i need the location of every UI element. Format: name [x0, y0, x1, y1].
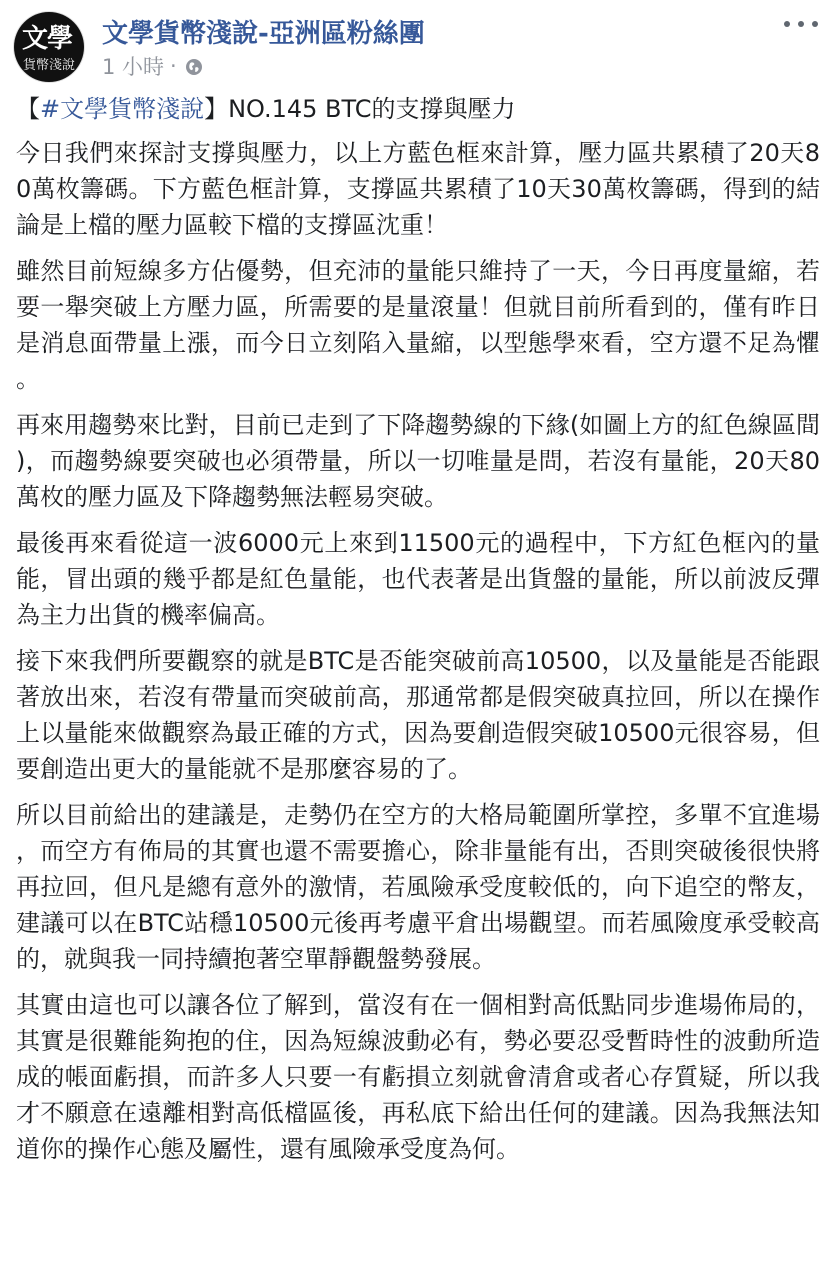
- avatar-logo-subtext: 貨幣淺說: [23, 58, 76, 73]
- hashtag-link[interactable]: #文學貨幣淺說: [40, 95, 205, 123]
- meta-separator: ·: [170, 54, 177, 78]
- post-title: [16, 91, 820, 127]
- post-paragraph: 最後再來看從這一波6000元上來到11500元的過程中，下方紅色框內的量能，冒出頭的幾乎都是紅色量能，也代表著是出貨盤的量能，所以前波反彈為主力出貨的機率偏高。: [16, 529, 820, 629]
- post-body: [16, 91, 820, 1177]
- page-avatar[interactable]: [14, 12, 84, 82]
- post-paragraph: 今日我們來探討支撐與壓力，以上方藍色框來計算，壓力區共累積了20天80萬枚籌碼。下方藍色框計算，支撐區共累積了10天30萬枚籌碼，得到的結論是上檔的壓力區較下檔的支撐區沈重！: [16, 139, 820, 239]
- post-paragraph: 所以目前給出的建議是，走勢仍在空方的大格局範圍所掌控，多單不宜進場，而空方有佈局的其實也還不需要擔心，除非量能有出，否則突破後很快將再拉回，但凡是總有意外的激情，若風險承受度較低的，向下追空的幣友，建議可以在BTC站穩10500元後再考慮平倉出場觀望。而若風險度承受較高的，就與我一同持續抱著空單靜觀盤勢發展。: [16, 801, 820, 973]
- post-timestamp[interactable]: 1 小時: [102, 55, 165, 79]
- post-paragraph: 其實由這也可以讓各位了解到，當沒有在一個相對高低點同步進場佈局的，其實是很難能夠抱的住，因為短線波動必有，勢必要忍受暫時性的波動所造成的帳面虧損，而許多人只要一有虧損立刻就會清倉或者心存質疑，所以我才不願意在遠離相對高低檔區後，再私底下給出任何的建議。因為我無法知道你的操作心態及屬性，還有風險承受度為何。: [16, 991, 820, 1163]
- title-open-bracket: 【: [16, 95, 40, 123]
- avatar-logo-text: 文學: [22, 24, 73, 54]
- more-dot: [784, 21, 790, 27]
- page-name-link[interactable]: 文學貨幣淺說-亞洲區粉絲團: [102, 19, 425, 49]
- globe-icon[interactable]: [185, 57, 203, 75]
- post-meta: [102, 53, 203, 79]
- post-header: [0, 0, 836, 90]
- post-paragraph: 雖然目前短線多方佔優勢，但充沛的量能只維持了一天，今日再度量縮，若要一舉突破上方壓力區，所需要的是量滾量！但就目前所看到的，僅有昨日是消息面帶量上漲，而今日立刻陷入量縮，以型態學來看，空方還不足為懼。: [16, 257, 820, 393]
- post-paragraph: 再來用趨勢來比對，目前已走到了下降趨勢線的下緣(如圖上方的紅色線區間)，而趨勢線要突破也必須帶量，所以一切唯量是問，若沒有量能，20天80萬枚的壓力區及下降趨勢無法輕易突破。: [16, 411, 820, 511]
- more-dot: [798, 21, 804, 27]
- post-paragraph: 接下來我們所要觀察的就是BTC是否能突破前高10500，以及量能是否能跟著放出來，若沒有帶量而突破前高，那通常都是假突破真拉回，所以在操作上以量能來做觀察為最正確的方式，因為要創造假突破10500元很容易，但要創造出更大的量能就不是那麼容易的了。: [16, 647, 820, 783]
- title-text: 】NO.145 BTC的支撐與壓力: [204, 95, 516, 123]
- more-dot: [812, 21, 818, 27]
- more-options-icon[interactable]: [784, 14, 818, 34]
